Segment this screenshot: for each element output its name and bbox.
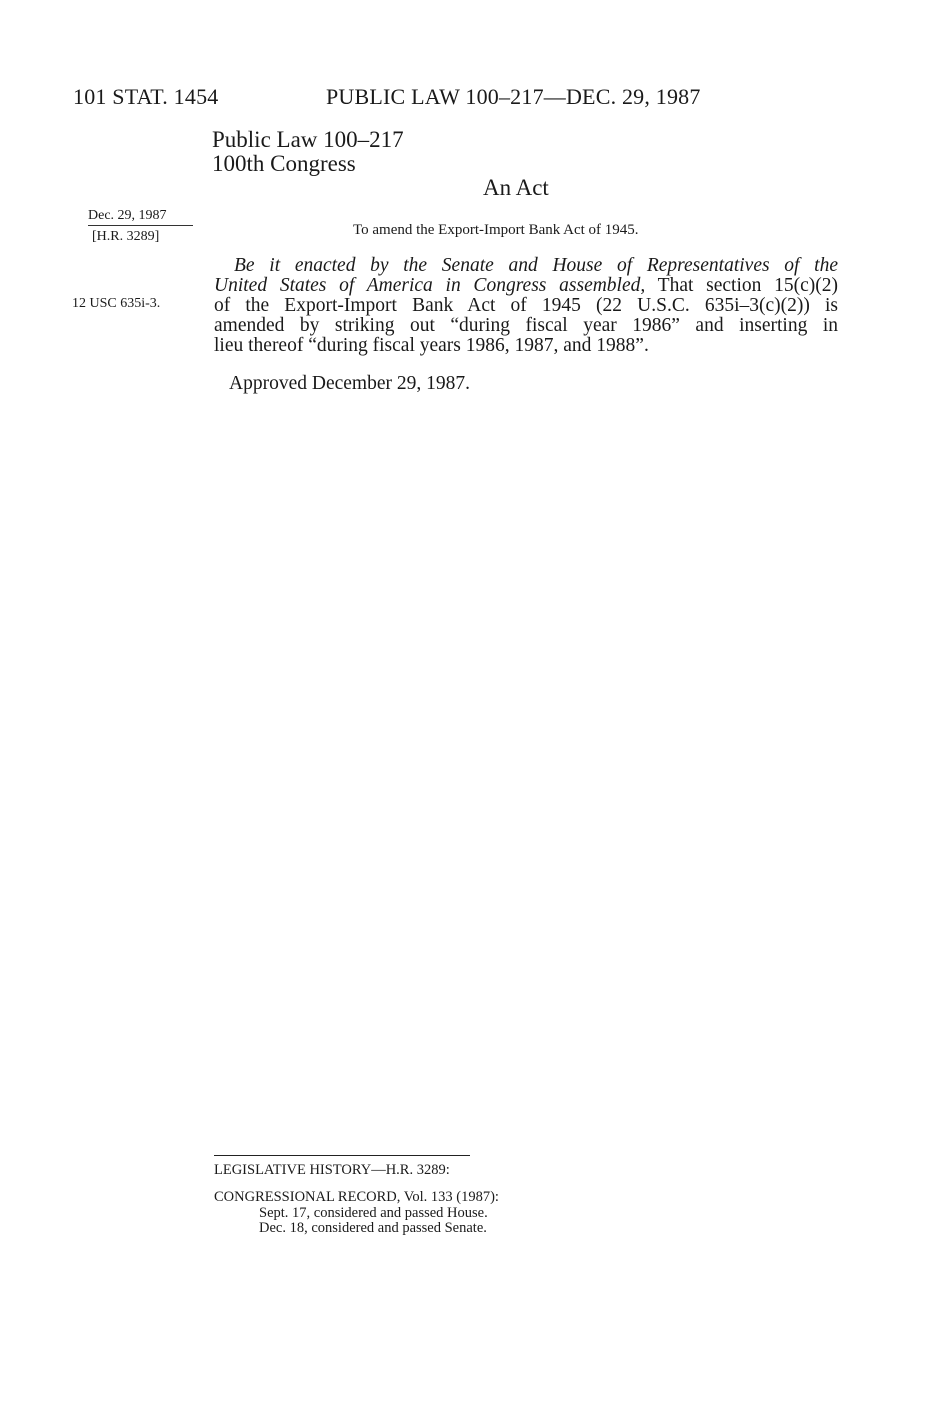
enacting-clause-2: United States of America in Congress assembled, (214, 275, 646, 296)
enact-line-2 (214, 276, 838, 296)
enact-line-3: of the Export-Import Bank Act of 1945 (22 U.S.C. 635i–3(c)(2)) is (214, 295, 838, 316)
law-title: Public Law 100–217 (212, 127, 404, 152)
history-item: Dec. 18, considered and passed Senate. (259, 1220, 487, 1236)
running-title: PUBLIC LAW 100–217—DEC. 29, 1987 (326, 84, 701, 109)
margin-date-note: Dec. 29, 1987 (88, 208, 193, 226)
enact-line-2-rest: That section 15(c)(2) (645, 275, 839, 296)
page-reference: 101 STAT. 1454 (73, 84, 219, 109)
enact-line-5: lieu thereof “during fiscal years 1986, 1987, and 1988”. (214, 335, 649, 356)
act-purpose: To amend the Export-Import Bank Act of 1945. (353, 222, 639, 238)
congressional-record-line: CONGRESSIONAL RECORD, Vol. 133 (1987): (214, 1189, 499, 1205)
congress-label: 100th Congress (212, 151, 356, 176)
enact-line-4: amended by striking out “during fiscal year 1986” and inserting in (214, 315, 838, 336)
margin-citation-note: 12 USC 635i-3. (72, 296, 161, 311)
legislative-history-heading: LEGISLATIVE HISTORY—H.R. 3289: (214, 1162, 450, 1178)
history-divider (214, 1155, 470, 1156)
margin-bill-note: [H.R. 3289] (92, 229, 160, 244)
history-item: Sept. 17, considered and passed House. (259, 1205, 488, 1221)
approval-statement: Approved December 29, 1987. (229, 373, 470, 394)
act-heading: An Act (483, 175, 549, 200)
enacting-paragraph (214, 256, 838, 356)
enact-line-1 (214, 256, 838, 276)
enacting-clause-1: Be it enacted by the Senate and House of Representatives of the (234, 255, 838, 276)
